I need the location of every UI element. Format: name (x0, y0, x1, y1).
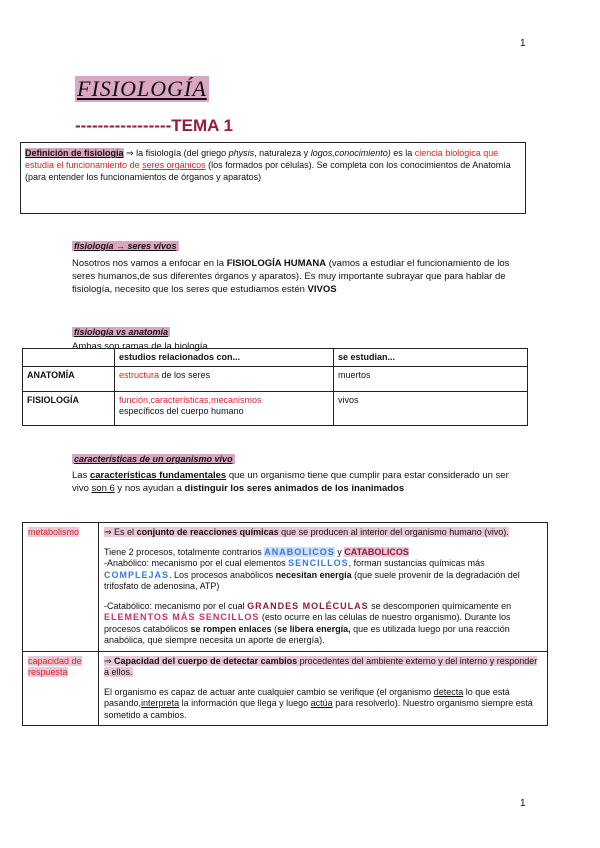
text: Las (72, 470, 90, 481)
bold-text: VIVOS (307, 284, 337, 295)
page-number-top: 1 (520, 38, 526, 49)
section-seres-vivos (72, 236, 527, 296)
header-text: se estudian... (338, 352, 396, 362)
section-heading: fisiología vs anatomía (74, 327, 169, 337)
bold-text: se rompen enlaces (190, 623, 272, 634)
blue-text: ANABOLICOS (264, 546, 335, 557)
table-header-row (23, 349, 528, 367)
section-heading: fisiología → seres vivos (74, 241, 177, 251)
underline-text: interpreta (141, 698, 180, 708)
blue-text: COMPLEJAS (104, 569, 170, 580)
def-text: ⇒ la fisiología (del griego (126, 148, 229, 158)
text: ( (271, 623, 278, 634)
table-cell (23, 392, 115, 426)
row-name: FISIOLOGÍA (27, 395, 80, 405)
text: ⇒ Es el (104, 527, 137, 537)
rose-text: ELEMENTOS MÁS SENCILLOS (104, 612, 260, 622)
characteristics-table (22, 522, 548, 726)
section-caracteristicas (72, 449, 527, 495)
row-name: ANATOMÍA (27, 370, 75, 380)
def-logos: logos,conocimiento) (310, 148, 391, 158)
text: (esto ocurre en las células de nuestro organismo). Durante los procesos catabólicos (104, 612, 511, 634)
row-label: capacidad de respuesta (28, 655, 82, 677)
text: Tiene 2 procesos, totalmente contrarios (104, 546, 265, 557)
section-intro: Ambas son ramas de la biología (72, 341, 208, 352)
underline-text: son 6 (91, 483, 115, 494)
section-paragraph (72, 469, 527, 495)
red-text: estructura (119, 370, 160, 380)
table-cell (23, 349, 115, 367)
bold-text: FISIOLOGÍA HUMANA (226, 258, 327, 269)
text: de los seres (159, 370, 211, 380)
header-text: estudios relacionados con... (119, 352, 241, 362)
section-paragraph (72, 257, 527, 296)
maroon-text: CATABOLICOS (344, 546, 409, 557)
underline-text: actúa (310, 698, 333, 708)
page-number-bottom: 1 (520, 798, 526, 809)
text: procedentes del ambiente externo y del interno y responder a ellos. (104, 655, 538, 677)
table-cell (99, 651, 548, 726)
red-text: función,características,mecanismos (119, 395, 262, 405)
table-cell (115, 392, 334, 426)
section-heading: características de un organismo vivo (74, 454, 233, 464)
row-label: metabolismo (28, 527, 80, 537)
table-header (115, 349, 334, 367)
text: (que suele provenir de la degradación del trifosfato de adenosina, ATP) (104, 569, 520, 591)
comparison-table (22, 348, 528, 426)
table-cell: vivos (334, 392, 528, 426)
text: Nosotros nos vamos a enfocar en la (72, 258, 227, 269)
cell-paragraph (104, 547, 542, 559)
text: específicos del cuerpo humano (119, 406, 244, 416)
table-cell (23, 367, 115, 392)
text: que un organismo tiene que cumplir para estar considerado un ser vivo (72, 470, 509, 494)
maroon-text: GRANDES MOLÉCULAS (247, 600, 369, 611)
cell-paragraph (104, 687, 542, 722)
text: -Anabólico: mecanismo por el cual elementos (104, 558, 289, 568)
cell-paragraph (104, 527, 542, 539)
table-cell (99, 523, 548, 652)
bold-underline: características fundamentales (89, 470, 227, 481)
def-red-text: ciencia biológica que estudia el funcionamiento de (25, 148, 499, 170)
table-cell: muertos (334, 367, 528, 392)
page-title: FISIOLOGÍA (77, 76, 207, 101)
table-row (23, 651, 548, 726)
bold-text: se libera energía, (277, 623, 351, 634)
bold-text: distinguir los seres animados de los inanimados (184, 483, 405, 494)
def-physis: physis (228, 148, 255, 158)
table-row (23, 367, 528, 392)
def-text: es la (390, 148, 415, 158)
def-text: , naturaleza y (254, 148, 311, 158)
text: (vamos a estudiar el funcionamiento de los seres humanos,de sus diferentes órganos y aparatos). Es muy importante subrayar que para hablar de fisiología, necesito que los seres que estudiamos estén (72, 258, 510, 295)
text: se descomponen químicamente en (368, 600, 512, 611)
table-row (23, 523, 548, 652)
text: ⇒ (104, 655, 115, 666)
def-red-underline: seres orgánicos (142, 160, 206, 170)
text: y (334, 546, 345, 557)
text: , forman sustancias químicas más (348, 558, 485, 568)
text: . Los procesos anabólicos (169, 569, 276, 580)
text: para resolverlo). Nuestro organismo siempre está sometido a cambios. (104, 698, 533, 720)
bold-text: conjunto de reacciones químicas (136, 527, 279, 537)
def-text: (los formados por células). Se completa con los conocimientos de Anatomía (para entender los funcionamientos de órganos y aparatos) (25, 160, 511, 182)
bold-text: Capacidad del cuerpo de detectar cambios (114, 655, 298, 666)
definition-label: Definición de fisiología (25, 148, 124, 158)
underline-text: detecta (433, 686, 464, 697)
text: que es utilizada luego por una reacción anabólica, que siempre necesita un aporte de energía). (104, 623, 510, 645)
text: El organismo es capaz de actuar ante cualquier cambio se verifique (el organismo (104, 686, 434, 697)
text: lo que está pasando, (104, 686, 510, 708)
text: -Catabólico: mecanismo por el cual (104, 600, 248, 611)
cell-paragraph (104, 558, 542, 593)
bold-text: necesitan energía (275, 569, 352, 580)
table-row (23, 392, 528, 426)
table-header (334, 349, 528, 367)
text: la información que llega y luego (179, 698, 311, 708)
table-cell (23, 651, 99, 726)
cell-paragraph (104, 601, 542, 647)
table-cell (115, 367, 334, 392)
text: que se producen al interior del organismo humano (vivo). (278, 527, 509, 537)
definition-box (20, 142, 526, 214)
cell-paragraph (104, 656, 542, 679)
blue-text: SENCILLOS (288, 558, 349, 568)
subtitle: -----------------TEMA 1 (75, 116, 233, 135)
text: y nos ayudan a (114, 483, 185, 494)
table-cell (23, 523, 99, 652)
